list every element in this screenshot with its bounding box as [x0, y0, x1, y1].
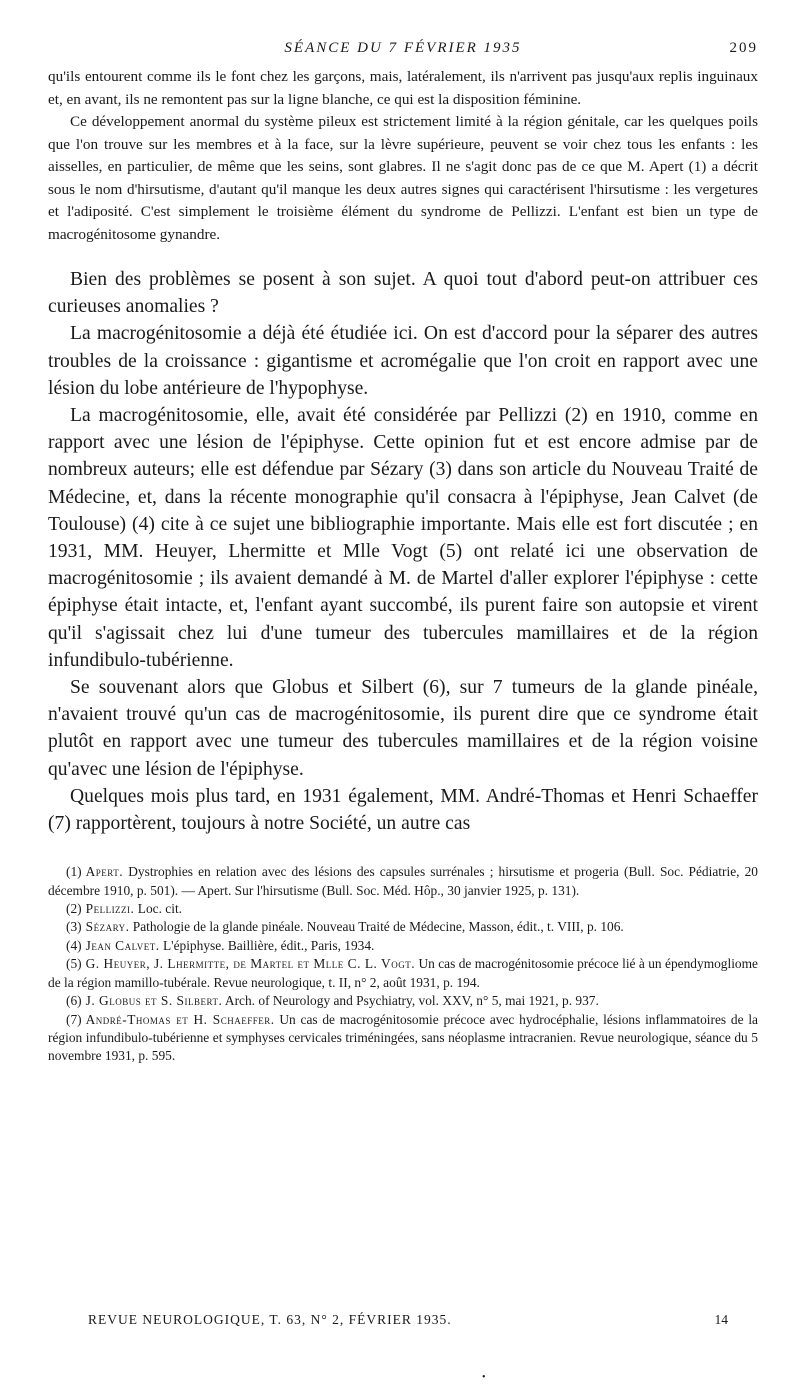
signature-number: 14 [714, 1312, 728, 1327]
body-paragraph: La macrogénitosomie a déjà été étudiée ici. On est d'accord pour la séparer des autres troubles de la croissance : gigantisme et acromégalie que l'on croit en rapport avec une lésion du lobe antérieure de l'hypophyse. [48, 323, 758, 399]
running-header [48, 40, 758, 66]
body-paragraph: La macrogénitosomie, elle, avait été considérée par Pellizzi (2) en 1910, comme en rapport avec une lésion de l'épiphyse. Cette opinion fut et est encore admise par de nombreux auteurs; elle est défendue par Sézary (3) dans son article du Nouveau Traité de Médecine, et, dans la récente monographie qu'il consacra à l'épiphyse, Jean Calvet (de Toulouse) (4) cite à ce sujet une bibliographie importante. Mais elle est fort discutée ; en 1931, MM. Heuyer, Lhermitte et Mlle Vogt (5) ont relaté ici une observation de macrogénitosomie ; ils avaient demandé à M. de Martel d'aller explorer l'épiphyse : cette épiphyse était intacte, et, l'enfant ayant succombé, ils purent faire son autopsie et virent qu'il s'agissait chez lui d'une tumeur des tubercules mamillaires et de la région infundibulo-tubérienne. [48, 405, 758, 671]
footnote: (4) Jean Calvet. L'épiphyse. Baillière, édit., Paris, 1934. [66, 937, 375, 953]
body-paragraph: Ce développement anormal du système pileux est strictement limité à la région génitale, car les quelques poils que l'on trouve sur les membres et à la face, sur la lèvre supérieure, peuvent se voir chez tous les enfants : les aisselles, en particulier, de même que les seins, sont glabres. Il ne s'agit donc pas de ce que M. Apert (1) a décrit sous le nom d'hirsutisme, d'autant qu'il manque les deux autres signes qui caractérisent l'hirsutisme : les vergetures et l'adiposité. C'est simplement le troisième élément du syndrome de Pellizzi. L'enfant est bien un type de macrogénitosome gynandre. [48, 113, 758, 243]
document-page [48, 40, 758, 1066]
footnote: (1) Apert. Dystrophies en relation avec des lésions des capsules surrénales ; hirsutisme et progeria (Bull. Soc. Pédiatrie, 20 décembre 1910, p. 501). — Apert. Sur l'hirsutisme (Bull. Soc. Méd. Hôp., 30 janvier 1925, p. 131). [48, 864, 759, 898]
bottom-mark: • [482, 1372, 486, 1383]
body-paragraph: Quelques mois plus tard, en 1931 également, MM. André-Thomas et Henri Schaeffer (7) rapportèrent, toujours à notre Société, un autre cas [48, 785, 758, 835]
footnote: (2) Pellizzi. Loc. cit. [66, 901, 183, 917]
running-title: SÉANCE DU 7 FÉVRIER 1935 [284, 40, 522, 56]
footnote: (6) J. Globus et S. Silbert. Arch. of Neurology and Psychiatry, vol. XXV, n° 5, mai 1921, p. 937. [66, 993, 599, 1009]
journal-citation: REVUE NEUROLOGIQUE, T. 63, N° 2, FÉVRIER 1935. [88, 1312, 452, 1327]
body-paragraph: Bien des problèmes se posent à son sujet. A quoi tout d'abord peut-on attribuer ces curieuses anomalies ? [48, 269, 758, 318]
footnote: (3) Sézary. Pathologie de la glande pinéale. Nouveau Traité de Médecine, Masson, édit., t. VIII, p. 106. [66, 919, 624, 935]
page-number: 209 [729, 40, 758, 56]
journal-footer [44, 1312, 758, 1332]
footnote: (7) André-Thomas et H. Schaeffer. Un cas de macrogénitosomie précoce avec hydrocéphalie, lésions inflammatoires de la région infundibulo-tubérienne et symphyses cervicales triméningées, sans néoplasme intracranien. Revue neurologique, séance du 5 novembre 1931, p. 595. [48, 1011, 758, 1064]
body-paragraph: qu'ils entourent comme ils le font chez les garçons, mais, latéralement, ils n'arrivent pas jusqu'aux replis inguinaux et, en avant, ils ne remontent pas sur la ligne blanche, ce qui est la disposition féminine. [48, 68, 758, 108]
footnote: (5) G. Heuyer, J. Lhermitte, de Martel et Mlle C. L. Vogt. Un cas de macrogénitosomie précoce lié à un épendymogliome de la région mamillo-tubérale. Revue neurologique, t. II, n° 2, août 1931, p. 194. [48, 956, 758, 990]
body-paragraph: Se souvenant alors que Globus et Silbert (6), sur 7 tumeurs de la glande pinéale, n'avaient trouvé qu'un cas de macrogénitosomie, ils purent dire que ce syndrome était plutôt en rapport avec une tumeur des tubercules mamillaires et de la région voisine qu'avec une lésion de l'épiphyse. [48, 677, 758, 780]
footnotes [48, 863, 758, 1065]
